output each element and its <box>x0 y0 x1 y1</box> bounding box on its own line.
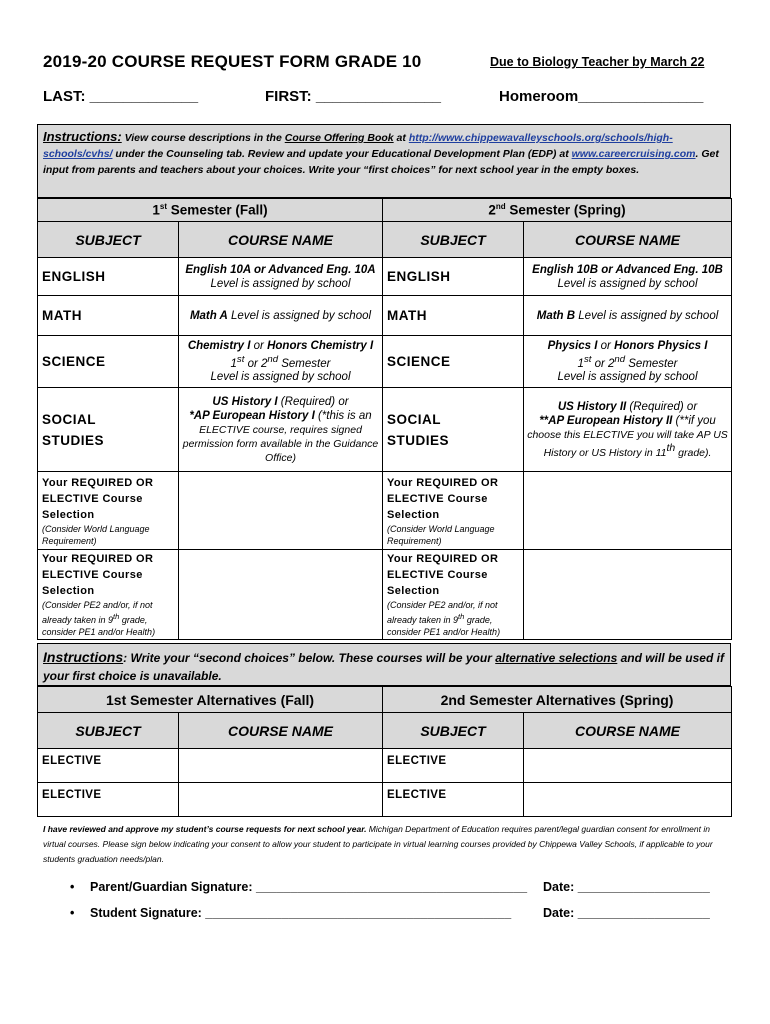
course-name-header: COURSE NAME <box>179 222 383 258</box>
student-signature-field[interactable]: Student Signature: ____________________________________________ <box>90 906 512 920</box>
course-social-fall: US History I (Required) or *AP European History I (*this is an ELECTIVE course, requires signed permission form available in the Guidance Office) <box>179 388 383 472</box>
subject-social-studies: SOCIAL STUDIES <box>38 388 179 472</box>
required-elective-label: Your REQUIRED OR ELECTIVE Course Selection (Consider World Language Requirement) <box>38 472 179 550</box>
spring-alternatives-header: 2nd Semester Alternatives (Spring) <box>383 687 732 713</box>
fall-alternative-entry-1[interactable] <box>179 749 383 783</box>
spring-semester-header: 2nd Semester (Spring) <box>383 199 732 222</box>
required-elective-row-2 <box>38 550 732 640</box>
fall-course-entry-2[interactable] <box>179 550 383 640</box>
spring-course-entry-2[interactable] <box>524 550 732 640</box>
elective-row-2 <box>38 783 732 817</box>
subject-header: SUBJECT <box>383 713 524 749</box>
semester-header-row <box>38 199 732 222</box>
career-cruising-link[interactable]: www.careercruising.com <box>571 148 696 160</box>
instructions-2-lead: Instructions <box>43 649 124 665</box>
instructions-text: . Get input from parents and teachers about your choices. Write your “first choices” for next school year in the empty boxes. <box>43 148 719 176</box>
course-name-header: COURSE NAME <box>524 713 732 749</box>
parent-date-field[interactable]: Date: ___________________ <box>543 880 710 894</box>
required-elective-label: Your REQUIRED OR ELECTIVE Course Selection (Consider World Language Requirement) <box>383 472 524 550</box>
form-title: 2019-20 COURSE REQUEST FORM GRADE 10 <box>43 52 422 71</box>
parent-signature-row <box>70 880 730 900</box>
fall-semester-header: 1st Semester (Fall) <box>38 199 383 222</box>
first-choices-table <box>37 198 732 640</box>
alternatives-column-row <box>38 713 732 749</box>
consent-statement: I have reviewed and approve my student’s course requests for next school year. Michigan Department of Education requires parent/legal guardian consent for enrollment in virtual courses. Please sign below indicating your consent to allow your student to participate in virtual learning courses provided by Chippewa Valley Schools, if applicable to your students graduation needs/plan. <box>43 824 713 864</box>
name-row <box>43 88 733 110</box>
fall-alternative-entry-2[interactable] <box>179 783 383 817</box>
elective-label: ELECTIVE <box>383 749 524 783</box>
course-english-spring: English 10B or Advanced Eng. 10B Level is assigned by school <box>524 258 732 296</box>
spring-alternative-entry-1[interactable] <box>524 749 732 783</box>
homeroom-field[interactable]: Homeroom_______________ <box>499 88 704 105</box>
course-science-spring: Physics I or Honors Physics I 1st or 2nd Semester Level is assigned by school <box>524 336 732 388</box>
course-science-fall: Chemistry I or Honors Chemistry I 1st or 2nd Semester Level is assigned by school <box>179 336 383 388</box>
subject-math: MATH <box>38 296 179 336</box>
instructions-2-text: and will be used if your first choice is unavailable. <box>43 651 724 683</box>
first-name-field[interactable]: FIRST: _______________ <box>265 88 441 105</box>
science-row <box>38 336 732 388</box>
course-social-spring: US History II (Required) or **AP European History II (**if you choose this ELECTIVE you will take AP US History or US History in 11th grade). <box>524 388 732 472</box>
instructions-lead: Instructions: <box>43 129 122 144</box>
subject-header: SUBJECT <box>38 713 179 749</box>
student-signature-row <box>70 906 730 926</box>
fall-course-entry-1[interactable] <box>179 472 383 550</box>
spring-course-entry-1[interactable] <box>524 472 732 550</box>
subject-science: SCIENCE <box>383 336 524 388</box>
required-elective-label: Your REQUIRED OR ELECTIVE Course Selection (Consider PE2 and/or, if not already taken in 9th grade, consider PE1 and/or Health) <box>383 550 524 640</box>
course-math-fall: Math A Level is assigned by school <box>179 296 383 336</box>
alternatives-header-row <box>38 687 732 713</box>
elective-row-1 <box>38 749 732 783</box>
bullet: • <box>70 880 75 894</box>
school-link[interactable]: http://www.chippewavalleyschools.org/schools/high-schools/cvhs/ <box>43 132 673 160</box>
subject-english: ENGLISH <box>383 258 524 296</box>
elective-label: ELECTIVE <box>38 783 179 817</box>
elective-label: ELECTIVE <box>38 749 179 783</box>
subject-header: SUBJECT <box>38 222 179 258</box>
title-row <box>43 52 733 76</box>
instructions-text: under the Counseling tab. Review and update your Educational Development Plan (EDP) at <box>112 148 572 160</box>
math-row <box>38 296 732 336</box>
course-name-header: COURSE NAME <box>179 713 383 749</box>
alternative-selections: alternative selections <box>495 651 618 665</box>
instructions-text: View course descriptions in the <box>121 132 285 144</box>
course-math-spring: Math B Level is assigned by school <box>524 296 732 336</box>
course-offering-book: Course Offering Book <box>284 132 394 144</box>
subject-english: ENGLISH <box>38 258 179 296</box>
subject-header: SUBJECT <box>383 222 524 258</box>
required-elective-label: Your REQUIRED OR ELECTIVE Course Selection (Consider PE2 and/or, if not already taken in 9th grade, consider PE1 and/or Health) <box>38 550 179 640</box>
column-header-row <box>38 222 732 258</box>
subject-science: SCIENCE <box>38 336 179 388</box>
fall-alternatives-header: 1st Semester Alternatives (Fall) <box>38 687 383 713</box>
instructions-2-text: : Write your “second choices” below. These courses will be your <box>123 651 496 665</box>
english-row <box>38 258 732 296</box>
due-note: Due to Biology Teacher by March 22 <box>490 55 705 69</box>
parent-signature-field[interactable]: Parent/Guardian Signature: _______________________________________ <box>90 880 528 894</box>
required-elective-row-1 <box>38 472 732 550</box>
alternatives-table <box>37 686 732 817</box>
course-english-fall: English 10A or Advanced Eng. 10A Level is assigned by school <box>179 258 383 296</box>
subject-math: MATH <box>383 296 524 336</box>
spring-alternative-entry-2[interactable] <box>524 783 732 817</box>
social-studies-row <box>38 388 732 472</box>
instructions-2-box <box>37 643 731 686</box>
bullet: • <box>70 906 75 920</box>
student-date-field[interactable]: Date: ___________________ <box>543 906 710 920</box>
course-name-header: COURSE NAME <box>524 222 732 258</box>
last-name-field[interactable]: LAST: _____________ <box>43 88 199 105</box>
instructions-box <box>37 124 731 198</box>
instructions-text: at <box>393 132 409 144</box>
subject-social-studies: SOCIAL STUDIES <box>383 388 524 472</box>
elective-label: ELECTIVE <box>383 783 524 817</box>
